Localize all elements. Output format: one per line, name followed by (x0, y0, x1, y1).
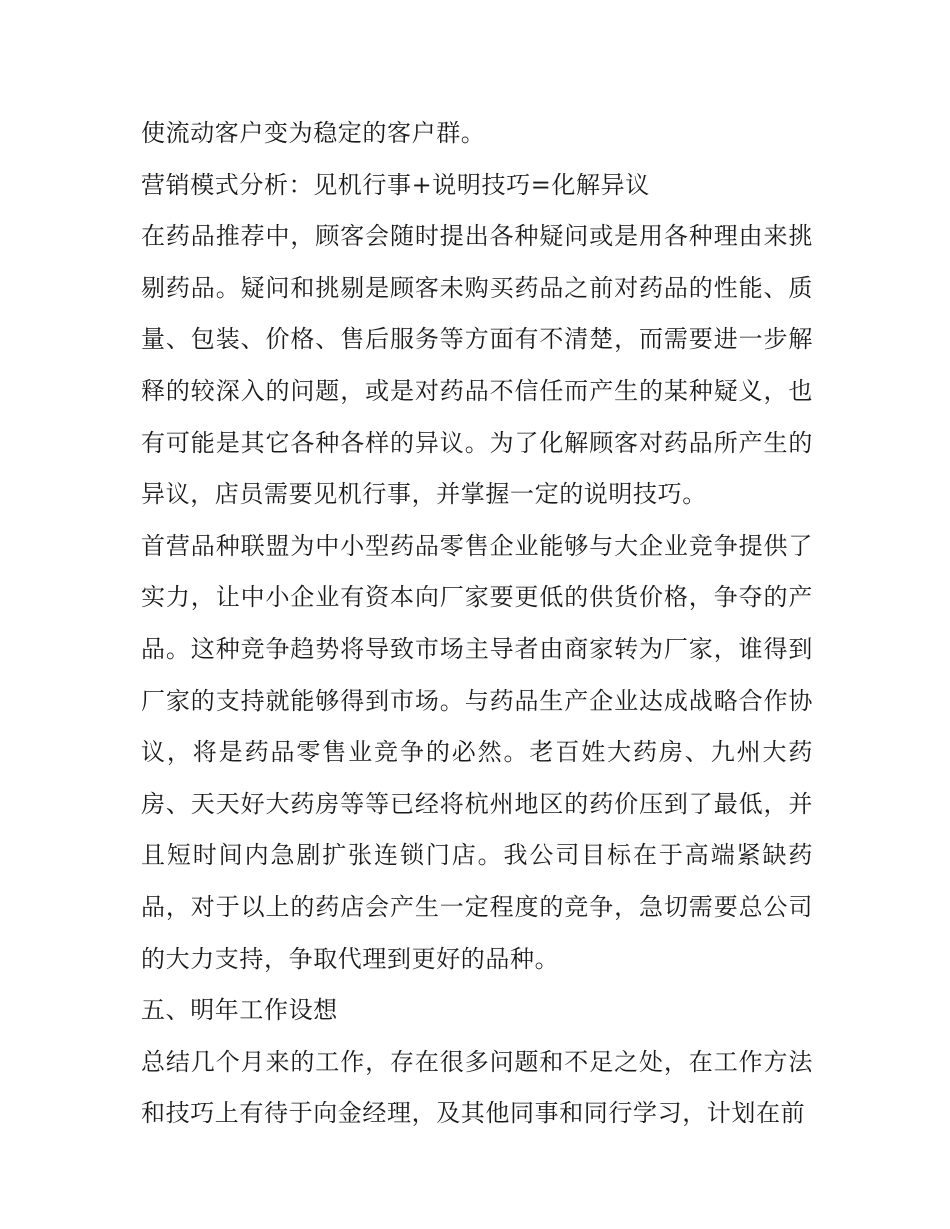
paragraph-work-summary: 总结几个月来的工作，存在很多问题和不足之处，在工作方法和技巧上有待于向金经理，及其他同事和同行学习，计划在前 (141, 1047, 813, 1128)
paragraph-alliance-competition: 首营品种联盟为中小型药品零售企业能够与大企业竞争提供了实力，让中小企业有资本向厂家要更低的供货价格，争夺的产品。这种竞争趋势将导致市场主导者由商家转为厂家，谁得到厂家的支持就能够得到市场。与药品生产企业达成战略合作协议，将是药品零售业竞争的必然。老百姓大药房、九州大药房、天天好大药房等等已经将杭州地区的药价压到了最低，并且短时间内急剧扩张连锁门店。我公司目标在于高端紧缺药品，对于以上的药店会产生一定程度的竞争，急切需要总公司的大力支持，争取代理到更好的品种。 (141, 531, 813, 973)
paragraph-marketing-model-heading: 营销模式分析：见机行事+说明技巧=化解异议 (141, 170, 650, 199)
paragraph-objection-handling: 在药品推荐中，顾客会随时提出各种疑问或是用各种理由来挑剔药品。疑问和挑剔是顾客未购买药品之前对药品的性能、质量、包装、价格、售后服务等方面有不清楚，而需要进一步解释的较深入的问题，或是对药品不信任而产生的某种疑义，也有可能是其它各种各样的异议。为了化解顾客对药品所产生的异议，店员需要见机行事，并掌握一定的说明技巧。 (141, 222, 813, 509)
paragraph-continuation: 使流动客户变为稳定的客户群。 (141, 119, 486, 147)
document-body (141, 108, 813, 1140)
section-heading-next-year-plan: 五、明年工作设想 (141, 996, 338, 1025)
